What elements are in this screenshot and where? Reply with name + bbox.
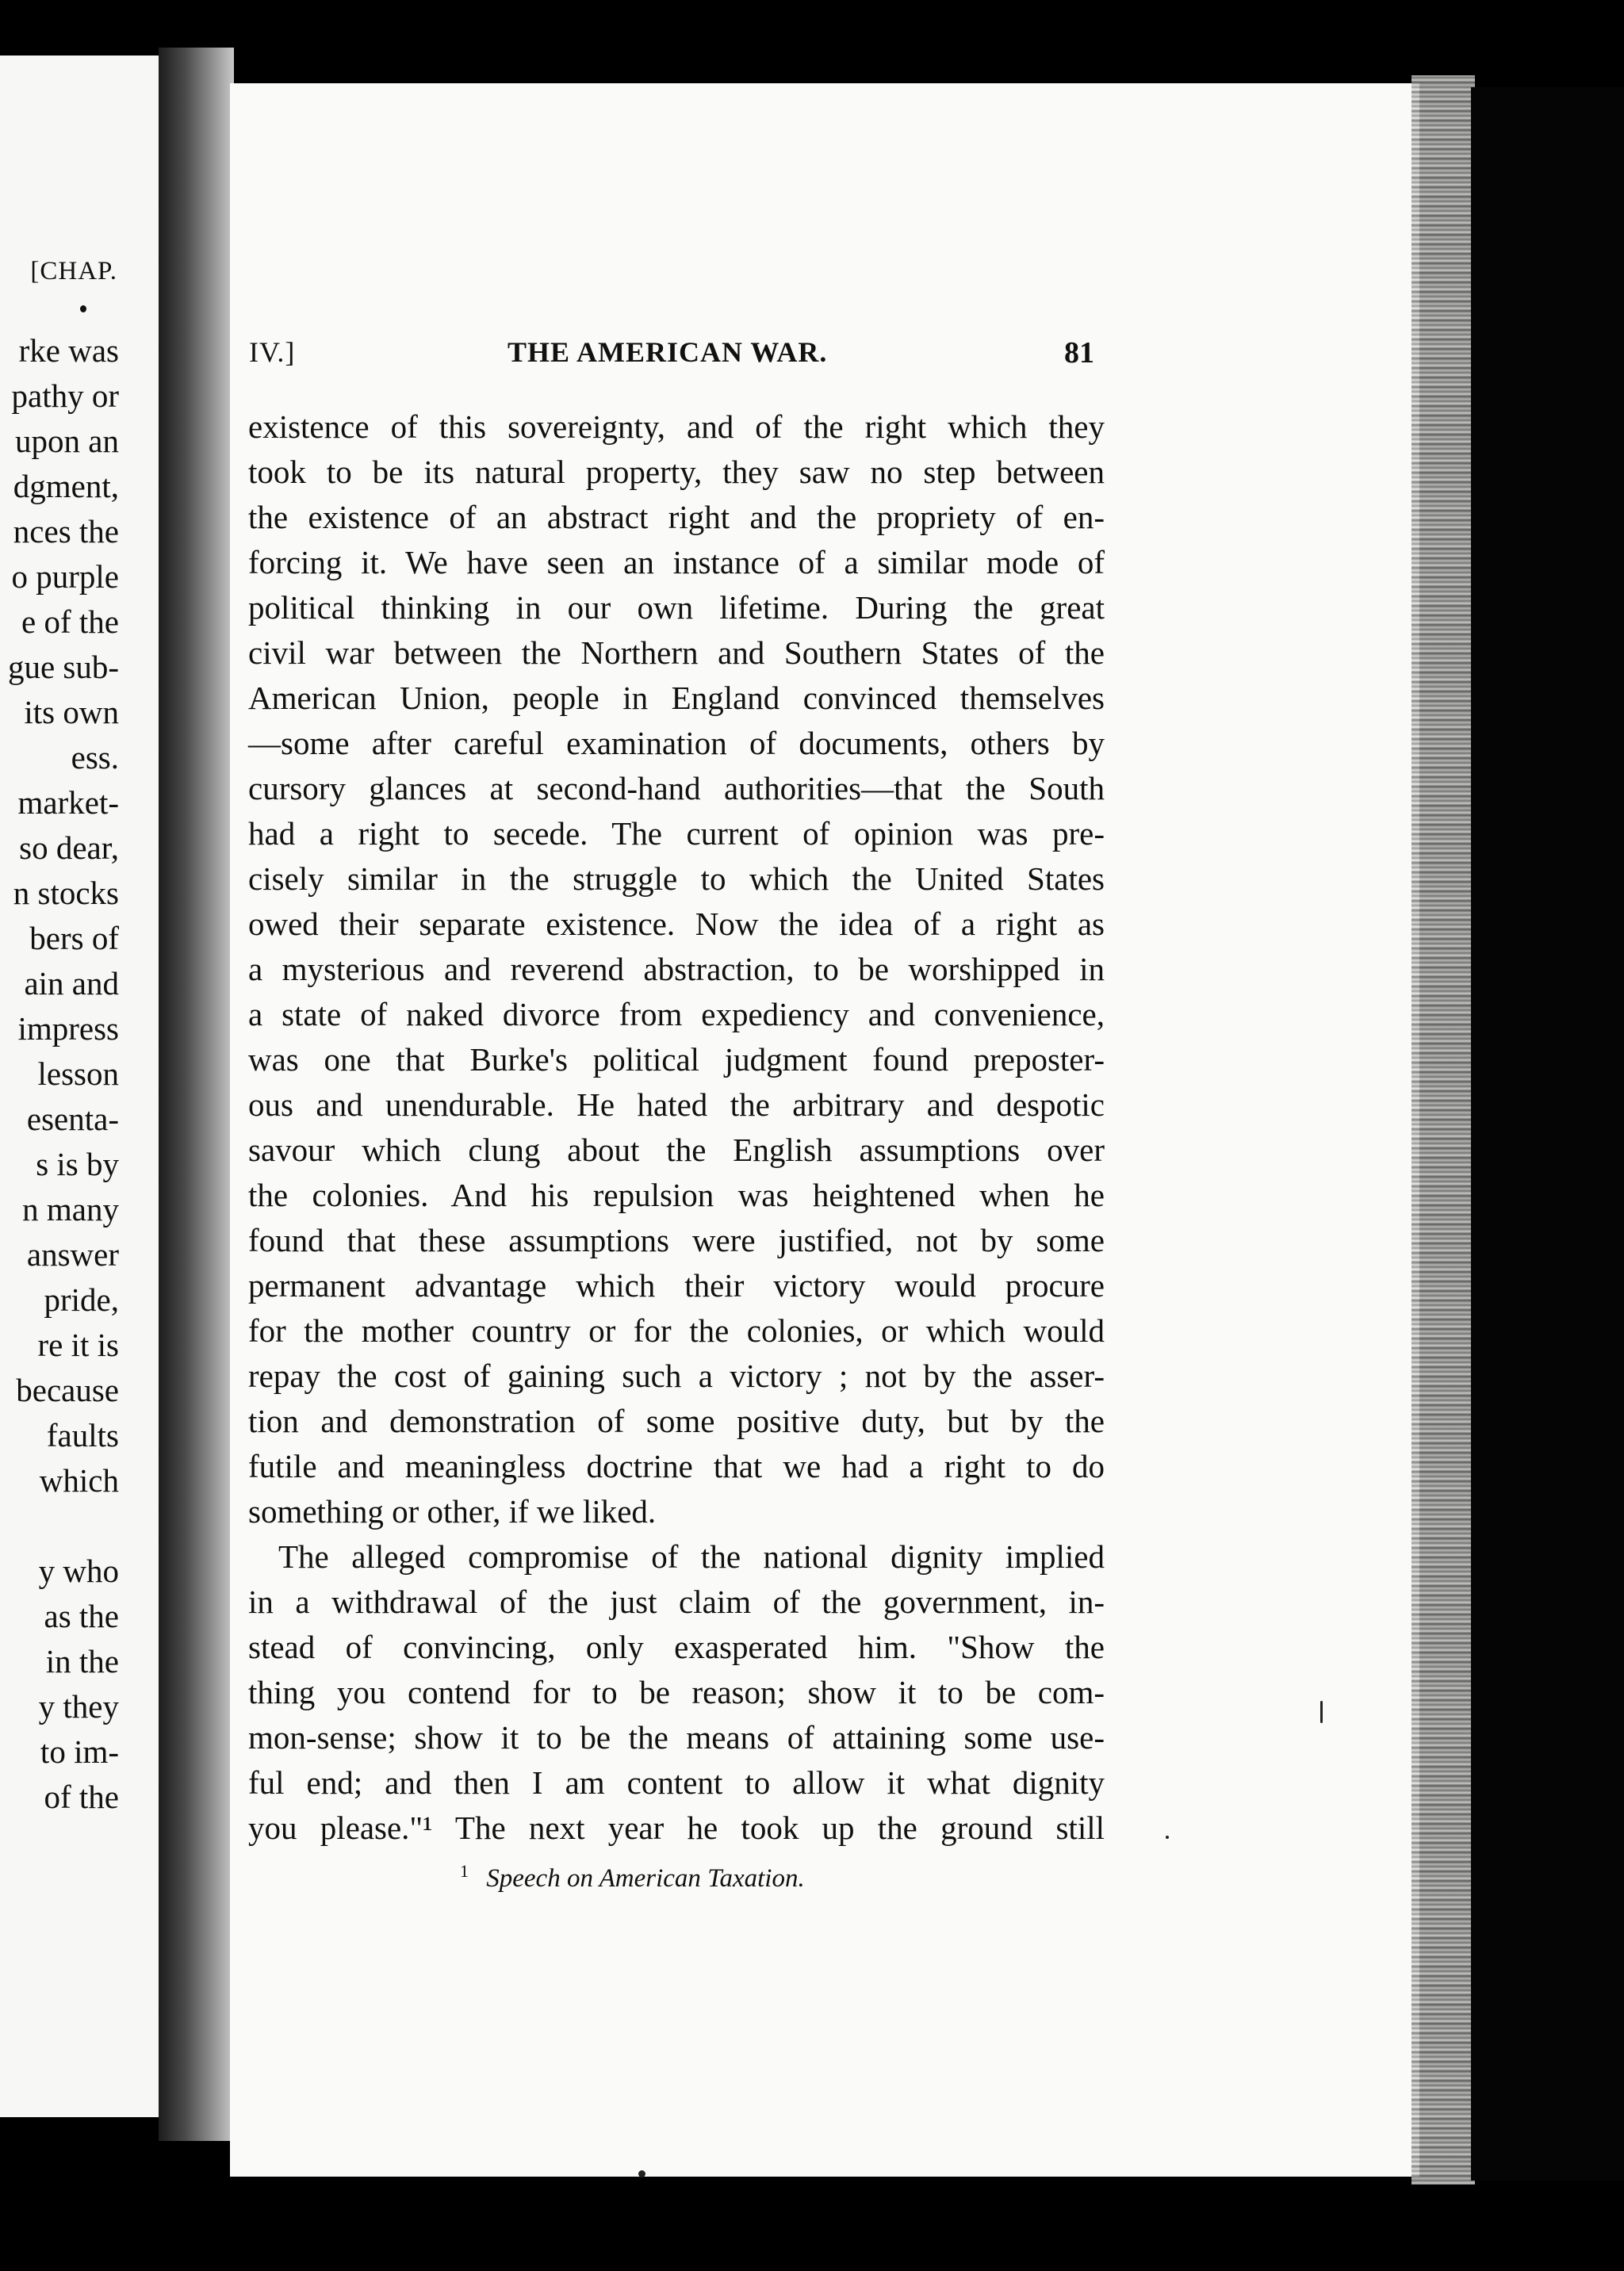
text-line: thing you contend for to be reason; show it to be com- bbox=[248, 1674, 1105, 1710]
text-line: American Union, people in England convinced themselves bbox=[248, 680, 1105, 716]
body-text bbox=[248, 404, 1105, 1851]
text-line: The alleged compromise of the national dignity implied bbox=[278, 1538, 1105, 1575]
previous-page-line: o purple bbox=[11, 558, 119, 595]
previous-page-line: which bbox=[39, 1462, 119, 1499]
text-line: had a right to secede. The current of opinion was pre- bbox=[248, 815, 1105, 852]
text-line: savour which clung about the English assumptions over bbox=[248, 1132, 1105, 1168]
previous-page-line: bers of bbox=[29, 920, 119, 956]
previous-page-line: n many bbox=[22, 1191, 119, 1227]
previous-page-line: pride, bbox=[44, 1281, 119, 1318]
previous-page-line: nces the bbox=[13, 513, 119, 550]
book-edge-shadow bbox=[1471, 87, 1624, 2181]
previous-page-chapter-label: [CHAP. bbox=[30, 257, 117, 285]
previous-page-line: because bbox=[16, 1372, 119, 1408]
text-line: a state of naked divorce from expediency and convenience, bbox=[248, 996, 1105, 1032]
text-line: repay the cost of gaining such a victory ; not by the asser- bbox=[248, 1358, 1105, 1394]
previous-page-line: ain and bbox=[24, 965, 119, 1001]
paragraph-2 bbox=[248, 1534, 1105, 1851]
text-line: cisely similar in the struggle to which the United States bbox=[248, 860, 1105, 897]
text-line: mon-sense; show it to be the means of attaining some use- bbox=[248, 1719, 1105, 1756]
text-line: —some after careful examination of documents, others by bbox=[248, 725, 1105, 761]
previous-page-line: market- bbox=[17, 784, 119, 821]
running-head-chapter: IV.] bbox=[249, 336, 296, 368]
text-line: futile and meaningless doctrine that we had a right to do bbox=[248, 1448, 1105, 1484]
ink-speck bbox=[638, 2170, 645, 2177]
previous-page-line: pathy or bbox=[11, 377, 119, 414]
page-number: 81 bbox=[1064, 336, 1094, 370]
previous-page-line: upon an bbox=[15, 423, 119, 459]
ink-speck bbox=[1166, 1836, 1169, 1839]
previous-page-line: y they bbox=[38, 1688, 119, 1725]
previous-page-line: to im- bbox=[40, 1733, 119, 1770]
ink-speck bbox=[80, 305, 86, 312]
previous-page-line: so dear, bbox=[19, 829, 119, 866]
text-line: ful end; and then I am content to allow it what dignity bbox=[248, 1764, 1105, 1801]
previous-page-fragment bbox=[0, 56, 159, 2117]
current-page bbox=[230, 83, 1419, 2177]
previous-page-line: as the bbox=[44, 1598, 119, 1634]
text-line: permanent advantage which their victory would procure bbox=[248, 1267, 1105, 1304]
previous-page-line: re it is bbox=[37, 1327, 119, 1363]
running-head bbox=[230, 335, 1419, 375]
text-line: forcing it. We have seen an instance of a similar mode of bbox=[248, 544, 1105, 580]
text-line: the colonies. And his repulsion was heightened when he bbox=[248, 1177, 1105, 1213]
ink-speck bbox=[1320, 1701, 1323, 1723]
text-line: stead of convincing, only exasperated him. "Show the bbox=[248, 1629, 1105, 1665]
paragraph-1 bbox=[248, 404, 1105, 1534]
text-line: was one that Burke's political judgment found preposter- bbox=[248, 1041, 1105, 1078]
previous-page-line: n stocks bbox=[13, 875, 119, 911]
book-gutter-shadow bbox=[159, 48, 234, 2141]
text-line: owed their separate existence. Now the idea of a right as bbox=[248, 906, 1105, 942]
previous-page-line: dgment, bbox=[13, 468, 119, 504]
text-line: a mysterious and reverend abstraction, to be worshipped in bbox=[248, 951, 1105, 987]
previous-page-line: y who bbox=[38, 1553, 119, 1589]
previous-page-line: lesson bbox=[37, 1055, 119, 1092]
text-line: the existence of an abstract right and the propriety of en- bbox=[248, 499, 1105, 535]
text-line: something or other, if we liked. bbox=[248, 1493, 657, 1530]
previous-page-line: faults bbox=[46, 1417, 119, 1453]
page-edge-stack bbox=[1411, 75, 1475, 2185]
previous-page-line: ess. bbox=[71, 739, 119, 776]
running-head-title: THE AMERICAN WAR. bbox=[508, 336, 828, 368]
previous-page-line: its own bbox=[24, 694, 119, 730]
text-line: political thinking in our own lifetime. During the great bbox=[248, 589, 1105, 626]
text-line: you please."¹ The next year he took up the ground still bbox=[248, 1810, 1105, 1846]
text-line: took to be its natural property, they saw no step between bbox=[248, 454, 1105, 490]
footnote bbox=[460, 1861, 805, 1894]
text-line: in a withdrawal of the just claim of the government, in- bbox=[248, 1584, 1105, 1620]
footnote-text: Speech on American Taxation. bbox=[486, 1864, 805, 1893]
footnote-marker: 1 bbox=[460, 1861, 469, 1881]
previous-page-line: answer bbox=[26, 1236, 119, 1273]
previous-page-line: s is by bbox=[36, 1146, 119, 1182]
text-line: existence of this sovereignty, and of the right which they bbox=[248, 408, 1105, 445]
text-line: tion and demonstration of some positive duty, but by the bbox=[248, 1403, 1105, 1439]
previous-page-line: e of the bbox=[21, 603, 119, 640]
text-line: for the mother country or for the colonies, or which would bbox=[248, 1312, 1105, 1349]
previous-page-line: of the bbox=[44, 1779, 119, 1815]
previous-page-line: impress bbox=[17, 1010, 119, 1047]
previous-page-line: in the bbox=[45, 1643, 119, 1679]
text-line: cursory glances at second-hand authorities—that the South bbox=[248, 770, 1105, 806]
text-line: ous and unendurable. He hated the arbitrary and despotic bbox=[248, 1086, 1105, 1123]
text-line: found that these assumptions were justified, not by some bbox=[248, 1222, 1105, 1258]
previous-page-line: gue sub- bbox=[7, 649, 119, 685]
text-line: civil war between the Northern and Southern States of the bbox=[248, 634, 1105, 671]
previous-page-line: rke was bbox=[18, 332, 119, 369]
previous-page-line: esenta- bbox=[26, 1101, 119, 1137]
